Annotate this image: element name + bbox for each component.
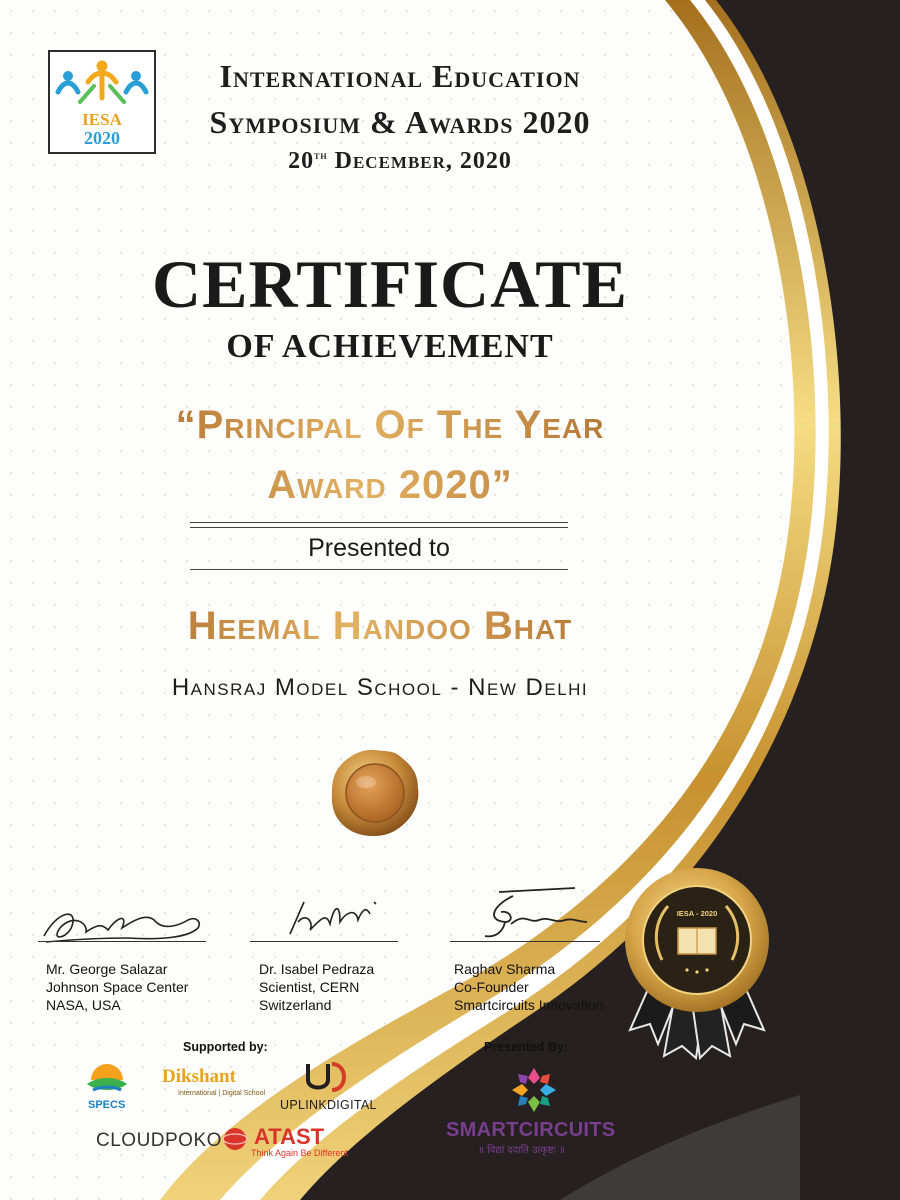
cloudpoko-logo-text: CLOUDPOKO — [96, 1130, 222, 1151]
logo-name: IESA — [82, 110, 122, 129]
divider-top-2 — [190, 527, 568, 528]
signatory-3 — [454, 960, 603, 1014]
signatory-1 — [46, 960, 188, 1014]
signatory-3-org: Smartcircuits Innovation — [454, 997, 604, 1013]
signatory-2 — [259, 960, 374, 1014]
logo-year: 2020 — [84, 128, 120, 148]
signatory-1-role: Johnson Space Center — [46, 979, 189, 995]
smartcircuits-logo-icon — [508, 1064, 560, 1116]
divider-top-1 — [190, 522, 568, 523]
school-name: Hansraj Model School - New Delhi — [171, 674, 589, 701]
dikshant-logo-tagline: International | Digital School — [178, 1090, 266, 1097]
signatory-1-name: Mr. George Salazar — [46, 961, 168, 977]
atast-logo-text: ATAST — [254, 1124, 325, 1149]
signature-sharma — [455, 884, 595, 944]
signatory-2-role: Scientist, CERN — [259, 979, 360, 995]
smartcircuits-tagline: ॥ विद्यां ददाति उत्कृष्टः ॥ — [478, 1145, 565, 1156]
certificate-title: CERTIFICATE — [152, 246, 628, 322]
recipient-name: Heemal Handoo Bhat — [100, 604, 660, 649]
signature-isabel — [270, 892, 390, 944]
award-badge-icon — [612, 860, 782, 1060]
event-title-line1: International Education — [219, 58, 581, 94]
award-title-line2: Award 2020” — [100, 458, 680, 512]
event-date — [150, 148, 650, 175]
signatory-2-org: Switzerland — [259, 997, 332, 1013]
specs-logo-text: SPECS — [88, 1099, 126, 1111]
presented-by-label: Presented By: — [484, 1040, 569, 1054]
date-day: 20 — [288, 148, 315, 174]
specs-logo-icon — [83, 1062, 131, 1096]
signatory-3-name: Raghav Sharma — [454, 961, 556, 977]
presented-to-label: Presented to — [308, 534, 450, 562]
date-suffix: th — [314, 150, 328, 162]
smartcircuits-logo-text: SMARTCIRCUITS — [446, 1119, 616, 1141]
badge-label: IESA - 2020 — [676, 909, 718, 918]
award-title-line1: “Principal Of The Year — [100, 398, 680, 452]
uplink-logo-text: UPLINKDIGITAL — [280, 1098, 377, 1112]
people-figures-icon — [54, 58, 150, 110]
signatory-2-name: Dr. Isabel Pedraza — [259, 961, 375, 977]
signatory-1-org: NASA, USA — [46, 997, 121, 1013]
atast-logo-tagline: Think Again Be Different — [251, 1148, 348, 1158]
certificate-subtitle: OF ACHIEVEMENT — [226, 328, 554, 365]
atast-logo-icon — [222, 1126, 248, 1152]
date-rest: December, 2020 — [334, 148, 512, 174]
divider-bottom — [190, 569, 568, 570]
iesa-logo — [48, 50, 156, 154]
wax-seal-icon — [328, 748, 422, 838]
supported-by-label: Supported by: — [183, 1040, 268, 1054]
signature-line-3 — [450, 941, 600, 942]
dikshant-logo-text: Dikshant — [162, 1066, 236, 1087]
signature-line-2 — [250, 941, 398, 942]
event-title-line2: Symposium & Awards 2020 — [209, 104, 591, 140]
signature-line-1 — [38, 941, 206, 942]
uplink-logo-icon — [302, 1060, 354, 1094]
signatory-3-role: Co-Founder — [454, 979, 529, 995]
